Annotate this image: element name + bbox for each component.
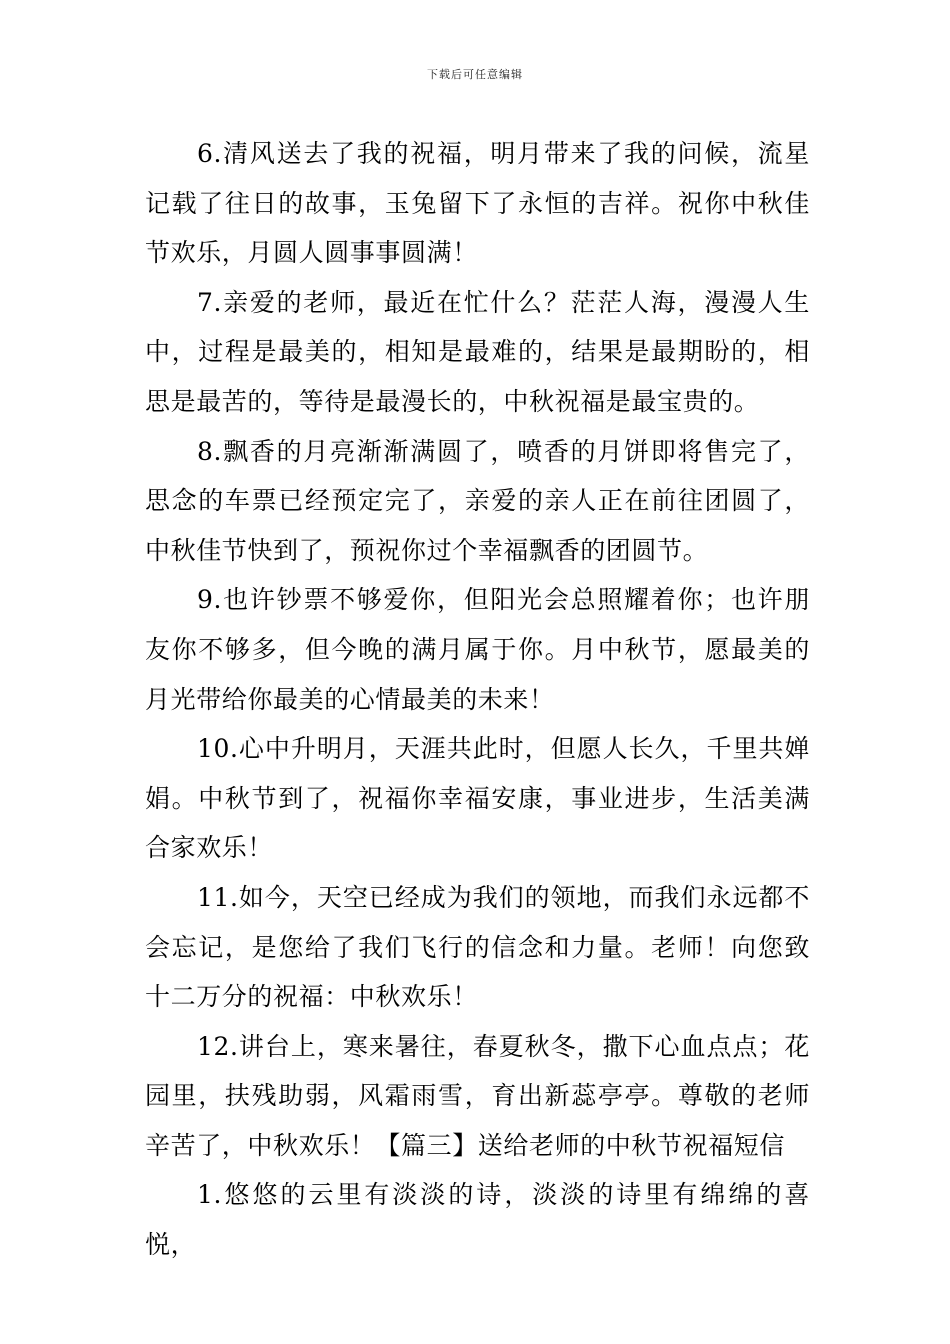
paragraph-6: 6.清风送去了我的祝福，明月带来了我的问候，流星记载了往日的故事，玉兔留下了永恒的吉祥。祝你中秋佳节欢乐，月圆人圆事事圆满！ [145, 139, 810, 268]
paragraph-11: 11.如今，天空已经成为我们的领地，而我们永远都不会忘记，是您给了我们飞行的信念和力量。老师！向您致十二万分的祝福：中秋欢乐！ [145, 882, 810, 1012]
paragraph-8: 8.飘香的月亮渐渐满圆了，喷香的月饼即将售完了，思念的车票已经预定完了，亲爱的亲人正在前往团圆了，中秋佳节快到了，预祝你过个幸福飘香的团圆节。 [145, 436, 810, 565]
document-body [145, 129, 810, 1270]
paragraph-1-part3: 1.悠悠的云里有淡淡的诗，淡淡的诗里有绵绵的喜悦， [145, 1180, 810, 1260]
paragraph-12: 12.讲台上，寒来暑往，春夏秋冬，撒下心血点点；花园里，扶残助弱，风霜雨雪，育出新蕊亭亭。尊敬的老师辛苦了，中秋欢乐！【篇三】送给老师的中秋节祝福短信 [145, 1031, 810, 1160]
paragraph-9: 9.也许钞票不够爱你，但阳光会总照耀着你；也许朋友你不够多，但今晚的满月属于你。月中秋节，愿最美的月光带给你最美的心情最美的未来！ [145, 585, 810, 714]
paragraph-10: 10.心中升明月，天涯共此时，但愿人长久，千里共婵娟。中秋节到了，祝福你幸福安康，事业进步，生活美满合家欢乐！ [145, 734, 810, 863]
paragraph-7: 7.亲爱的老师，最近在忙什么？茫茫人海，漫漫人生中，过程是最美的，相知是最难的，结果是最期盼的，相思是最苦的，等待是最漫长的，中秋祝福是最宝贵的。 [145, 287, 810, 416]
page-header: 下载后可任意编辑 [427, 68, 523, 81]
